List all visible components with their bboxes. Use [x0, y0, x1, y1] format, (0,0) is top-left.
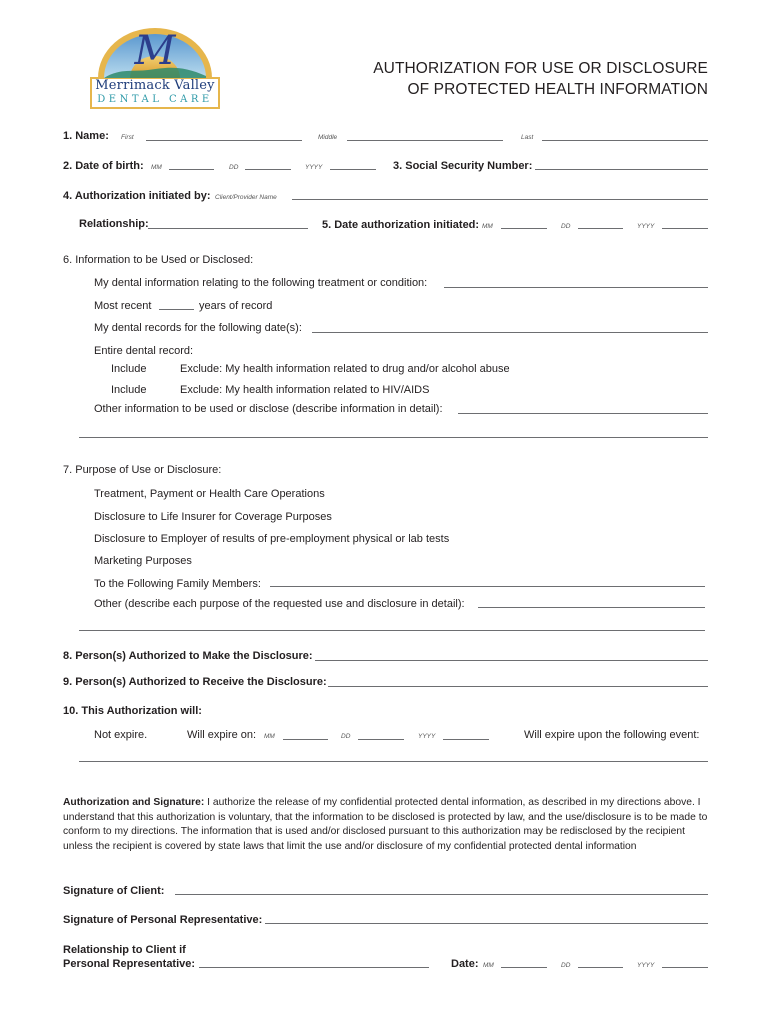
- expire-yyyy-field[interactable]: [443, 739, 489, 740]
- other-information-field[interactable]: [458, 413, 708, 414]
- name-middle-hint: Middle: [318, 134, 338, 141]
- signature-date-yyyy-hint: YYYY: [637, 962, 655, 969]
- expire-event-field[interactable]: [79, 761, 708, 762]
- ssn-field[interactable]: [535, 169, 708, 170]
- dob-dd-hint: DD: [229, 164, 239, 171]
- dob-dd-field[interactable]: [245, 169, 291, 170]
- years-of-record-label: years of record: [199, 300, 273, 312]
- purpose-treatment-option[interactable]: Treatment, Payment or Health Care Operations: [94, 488, 325, 500]
- entire-record-label: Entire dental record:: [94, 345, 194, 357]
- purpose-family-label: To the Following Family Members:: [94, 578, 261, 590]
- dental-records-dates-field[interactable]: [312, 332, 708, 333]
- exclude-drug-option[interactable]: Exclude: My health information related to drug and/or alcohol abuse: [180, 363, 510, 375]
- section9-label: 9. Person(s) Authorized to Receive the Disclosure:: [63, 676, 327, 688]
- expire-event-label: Will expire upon the following event:: [524, 729, 700, 741]
- family-members-field[interactable]: [270, 586, 705, 587]
- auth-initiated-field[interactable]: [292, 199, 708, 200]
- name-first-hint: First: [121, 134, 134, 141]
- expire-mm-hint: MM: [264, 733, 275, 740]
- dob-yyyy-hint: YYYY: [305, 164, 323, 171]
- other-information-field-2[interactable]: [79, 437, 708, 438]
- logo: [84, 26, 224, 110]
- signature-date-label: Date:: [451, 958, 479, 970]
- form-title-line2: OF PROTECTED HEALTH INFORMATION: [407, 81, 708, 98]
- date-initiated-label: 5. Date authorization initiated:: [322, 219, 480, 231]
- date-initiated-yyyy-field[interactable]: [662, 228, 708, 229]
- relationship-client-label-line1: Relationship to Client if: [63, 944, 186, 956]
- auth-initiated-hint: Client/Provider Name: [215, 194, 277, 201]
- relationship-client-label-line2: Personal Representative:: [63, 958, 196, 970]
- most-recent-label: Most recent: [94, 300, 152, 312]
- name-label: 1. Name:: [63, 130, 109, 142]
- date-initiated-mm-hint: MM: [482, 223, 493, 230]
- signature-date-dd-field[interactable]: [578, 967, 623, 968]
- years-of-record-field[interactable]: [159, 309, 194, 310]
- authorization-heading: Authorization and Signature:: [63, 797, 205, 808]
- ssn-label: 3. Social Security Number:: [393, 160, 533, 172]
- signature-date-dd-hint: DD: [561, 962, 571, 969]
- client-signature-label: Signature of Client:: [63, 885, 165, 897]
- signature-date-yyyy-field[interactable]: [662, 967, 708, 968]
- will-expire-on-label: Will expire on:: [187, 729, 257, 741]
- purpose-other-field[interactable]: [478, 607, 705, 608]
- expire-dd-hint: DD: [341, 733, 351, 740]
- section6-heading: 6. Information to be Used or Disclosed:: [63, 254, 254, 266]
- name-last-hint: Last: [521, 134, 534, 141]
- section9-field[interactable]: [328, 686, 708, 687]
- logo-monogram: M: [134, 28, 176, 74]
- section10-heading: 10. This Authorization will:: [63, 705, 202, 717]
- logo-tagline: DENTAL CARE: [97, 94, 213, 105]
- not-expire-option[interactable]: Not expire.: [94, 729, 148, 741]
- signature-date-mm-field[interactable]: [501, 967, 547, 968]
- purpose-employer-option[interactable]: Disclosure to Employer of results of pre-employment physical or lab tests: [94, 533, 450, 545]
- client-signature-field[interactable]: [175, 894, 708, 895]
- signature-date-mm-hint: MM: [483, 962, 494, 969]
- section8-label: 8. Person(s) Authorized to Make the Disclosure:: [63, 650, 313, 662]
- purpose-life-insurer-option[interactable]: Disclosure to Life Insurer for Coverage Purposes: [94, 511, 332, 523]
- expire-mm-field[interactable]: [283, 739, 328, 740]
- authorization-statement: [63, 796, 711, 854]
- dental-records-dates-label: My dental records for the following date(s):: [94, 322, 302, 334]
- dob-mm-field[interactable]: [169, 169, 214, 170]
- form-title-line1: AUTHORIZATION FOR USE OR DISCLOSURE: [373, 60, 708, 77]
- treatment-condition-field[interactable]: [444, 287, 708, 288]
- date-initiated-dd-hint: DD: [561, 223, 571, 230]
- date-initiated-yyyy-hint: YYYY: [637, 223, 655, 230]
- include-hiv-option[interactable]: Include: [111, 384, 147, 396]
- other-information-label: Other information to be used or disclose (describe information in detail):: [94, 403, 443, 415]
- last-name-field[interactable]: [542, 140, 708, 141]
- middle-name-field[interactable]: [347, 140, 503, 141]
- section7-heading: 7. Purpose of Use or Disclosure:: [63, 464, 222, 476]
- representative-signature-field[interactable]: [265, 923, 708, 924]
- purpose-other-label: Other (describe each purpose of the requested use and disclosure in detail):: [94, 598, 465, 610]
- representative-signature-label: Signature of Personal Representative:: [63, 914, 263, 926]
- relationship-label: Relationship:: [79, 218, 149, 230]
- expire-dd-field[interactable]: [358, 739, 404, 740]
- purpose-marketing-option[interactable]: Marketing Purposes: [94, 555, 192, 567]
- date-initiated-mm-field[interactable]: [501, 228, 547, 229]
- exclude-hiv-option[interactable]: Exclude: My health information related to HIV/AIDS: [180, 384, 430, 396]
- logo-name: Merrimack Valley: [95, 78, 215, 93]
- date-initiated-dd-field[interactable]: [578, 228, 623, 229]
- include-drug-option[interactable]: Include: [111, 363, 147, 375]
- relationship-client-field[interactable]: [199, 967, 429, 968]
- treatment-condition-label: My dental information relating to the following treatment or condition:: [94, 277, 428, 289]
- purpose-other-field-2[interactable]: [79, 630, 705, 631]
- section8-field[interactable]: [315, 660, 708, 661]
- first-name-field[interactable]: [146, 140, 302, 141]
- relationship-field[interactable]: [148, 228, 308, 229]
- expire-yyyy-hint: YYYY: [418, 733, 436, 740]
- dob-label: 2. Date of birth:: [63, 160, 144, 172]
- authorization-text: I authorize the release of my confidential protected dental information, as described in my directions above. I understand that this authorization is voluntary, that the information to be disclosed is protected by law, and the use/disclosure is to be made to conform to my directions. The information that is used and/or disclosed pursuant to this authorization may be redisclosed by the recipient unless the recipient is covered by state laws that limit the use and/or disclosure of my confidential protected dental information: [63, 797, 708, 852]
- dob-mm-hint: MM: [151, 164, 162, 171]
- dob-yyyy-field[interactable]: [330, 169, 376, 170]
- auth-initiated-label: 4. Authorization initiated by:: [63, 190, 211, 202]
